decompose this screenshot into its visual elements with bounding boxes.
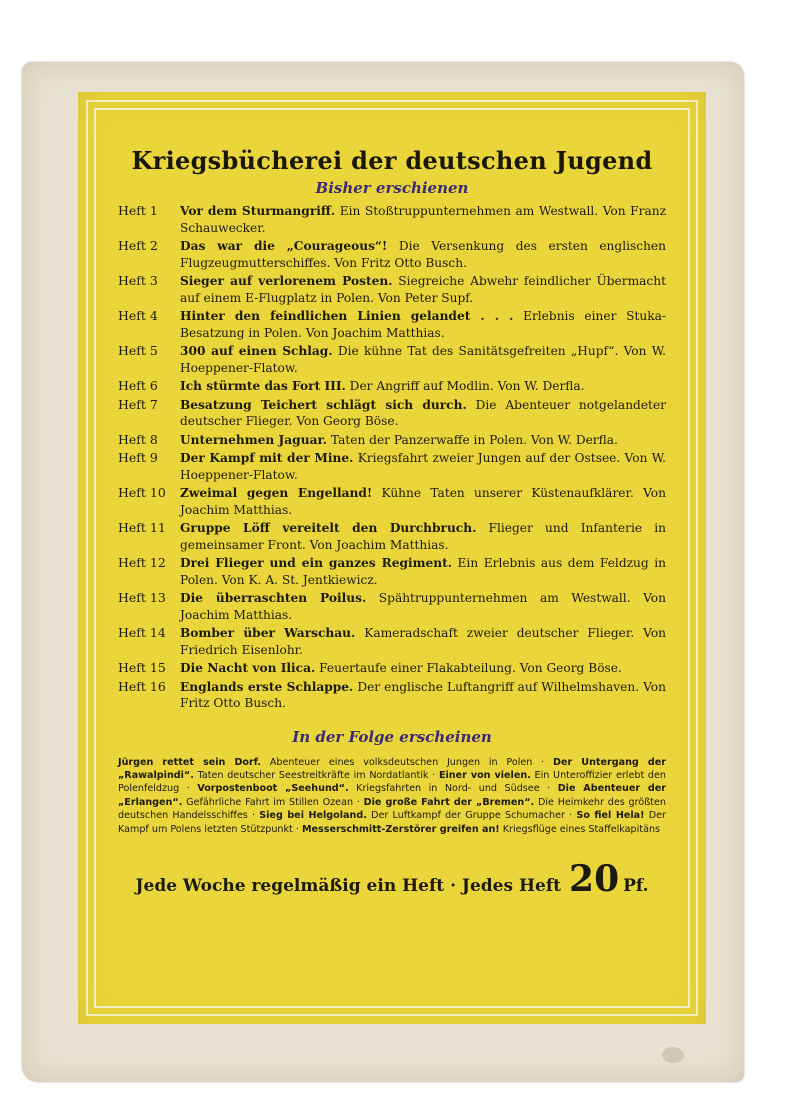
heft-title: Drei Flieger und ein ganzes Regiment. <box>180 556 452 570</box>
heft-text <box>180 308 666 341</box>
heft-text <box>180 273 666 306</box>
wear-mark <box>662 1047 684 1063</box>
upcoming-title: Vorpostenboot „Seehund“. <box>197 783 349 795</box>
upcoming-description: Der Kampf um Polens letzten Stützpunkt · <box>118 810 666 835</box>
heft-text <box>180 520 666 553</box>
upcoming-description: Abenteuer eines volksdeutschen Jungen in Polen · <box>261 756 554 768</box>
heft-description: Kriegsfahrt zweier Jungen auf der Ostsee. Von W. Hoeppener-Flatow. <box>180 451 666 482</box>
price-unit: Pf. <box>623 875 649 896</box>
heft-description: Taten der Panzerwaffe in Polen. Von W. Derfla. <box>327 432 618 447</box>
series-title: Kriegsbücherei der deutschen Jugend <box>131 146 653 175</box>
heft-entry <box>118 660 666 677</box>
upcoming-description: Taten deutscher Seestreitkräfte im Nordatlantik · <box>193 769 439 781</box>
footer-separator: · <box>450 875 456 896</box>
heft-entry <box>118 203 666 236</box>
heft-text <box>180 679 666 712</box>
heft-title: Die Nacht von Ilica. <box>180 661 316 675</box>
heft-number: Heft 1 <box>118 203 158 218</box>
price-value: 20 <box>569 857 620 900</box>
upcoming-title: Einer von vielen. <box>438 769 531 781</box>
heft-title: Die überraschten Poilus. <box>180 591 367 605</box>
upcoming-title: So fiel Hela! <box>576 810 645 822</box>
heft-text <box>180 397 666 430</box>
heft-number: Heft 10 <box>118 485 166 500</box>
heft-description: Feuertaufe einer Flakabteilung. Von Georg Böse. <box>315 661 622 675</box>
heft-title: 300 auf einen Schlag. <box>180 344 333 358</box>
heft-entry <box>118 432 666 449</box>
heft-entry <box>118 273 666 306</box>
heft-entry <box>118 378 666 395</box>
heft-number: Heft 14 <box>118 625 166 640</box>
heft-description: Siegreiche Abwehr feindlicher Übermacht auf einem E-Flugplatz in Polen. Von Peter Supf. <box>180 274 666 305</box>
heft-number: Heft 9 <box>118 450 158 465</box>
yellow-panel <box>78 92 706 1024</box>
heft-text <box>180 203 666 236</box>
heft-number: Heft 4 <box>118 308 158 323</box>
heft-title: Unternehmen Jaguar. <box>180 432 328 447</box>
price-label: Jedes Heft <box>461 875 562 896</box>
heft-number: Heft 7 <box>118 396 158 412</box>
heft-entry <box>118 397 666 430</box>
upcoming-heading: In der Folge erscheinen <box>292 727 492 746</box>
heft-description: Kühne Taten unserer Küstenaufklärer. Von Joachim Matthias. <box>180 486 666 517</box>
heft-text <box>180 450 666 483</box>
heft-description: Erlebnis einer Stuka-Besatzung in Polen. Von Joachim Matthias. <box>180 309 667 340</box>
panel-content <box>118 132 666 900</box>
heft-text <box>180 660 666 677</box>
heft-entry <box>118 520 666 553</box>
upcoming-title: Messerschmitt-Zerstörer greifen an! <box>301 823 500 835</box>
upcoming-description: Ein Unteroffizier erlebt den Polenfeldzug · <box>118 769 666 795</box>
heft-number: Heft 15 <box>118 660 166 675</box>
heft-title: Besatzung Teichert schlägt sich durch. <box>180 397 467 412</box>
heft-number: Heft 5 <box>118 343 158 358</box>
heft-entry <box>118 679 666 712</box>
heft-description: Die Abenteuer notgelandeter deutscher Flieger. Von Georg Böse. <box>180 397 666 428</box>
upcoming-title: Jürgen rettet sein Dorf. <box>118 756 262 768</box>
upcoming-description: Kriegsflüge eines Staffelkapitäns <box>499 823 661 835</box>
heft-description: Ein Stoßtruppunternehmen am Westwall. Von Franz Schauwecker. <box>180 204 667 235</box>
heft-entry <box>118 450 666 483</box>
heft-description: Die Versenkung des ersten englischen Flugzeugmutterschiffes. Von Fritz Otto Busch. <box>180 239 666 270</box>
heft-description: Spähtruppunternehmen am Westwall. Von Joachim Matthias. <box>180 591 666 622</box>
heft-entry <box>118 590 666 623</box>
heft-description: Ein Erlebnis aus dem Feldzug in Polen. Von K. A. St. Jentkiewicz. <box>180 556 666 587</box>
heft-description: Flieger und Infanterie in gemeinsamer Front. Von Joachim Matthias. <box>180 521 666 552</box>
upcoming-title: Die große Fahrt der „Bremen“. <box>363 796 535 808</box>
heft-title: Das war die „Courageous“! <box>180 239 388 253</box>
heft-number: Heft 6 <box>118 378 158 393</box>
upcoming-title: Sieg bei Helgoland. <box>259 810 367 822</box>
heft-title: Hinter den feindlichen Linien gelandet . . . <box>180 309 514 323</box>
heft-text <box>180 625 666 658</box>
heft-entry <box>118 625 666 658</box>
heft-text <box>180 238 666 271</box>
heft-title: Bomber über Warschau. <box>180 626 356 640</box>
heft-number: Heft 2 <box>118 238 158 253</box>
price-footer <box>118 858 666 900</box>
heft-list <box>118 203 666 712</box>
upcoming-description: Der Luftkampf der Gruppe Schumacher · <box>366 810 577 822</box>
heft-entry <box>118 308 666 341</box>
heft-text <box>180 343 666 376</box>
upcoming-description: Gefährliche Fahrt im Stillen Ozean · <box>182 796 364 808</box>
heft-description: Kameradschaft zweier deutscher Flieger. Von Friedrich Eisenlohr. <box>180 626 667 657</box>
heft-title: Zweimal gegen Engelland! <box>180 486 373 500</box>
weekly-note: Jede Woche regelmäßig ein Heft <box>135 875 445 896</box>
heft-entry <box>118 238 666 271</box>
heft-description: Der englische Luftangriff auf Wilhelmshaven. Von Fritz Otto Busch. <box>180 679 666 710</box>
heft-description: Die kühne Tat des Sanitätsgefreiten „Hupf“. Von W. Hoeppener-Flatow. <box>180 344 666 375</box>
heft-title: Sieger auf verlorenem Posten. <box>180 274 393 288</box>
heft-text <box>180 590 666 623</box>
upcoming-titles <box>118 756 666 836</box>
heft-text <box>180 555 666 588</box>
upcoming-description: Die Heimkehr des größten deutschen Handelsschiffes · <box>118 796 666 822</box>
heft-text <box>180 432 666 449</box>
heft-title: Gruppe Löff vereitelt den Durchbruch. <box>180 521 477 535</box>
heft-entry <box>118 485 666 518</box>
heft-title: Vor dem Sturmangriff. <box>180 204 336 218</box>
heft-entry <box>118 555 666 588</box>
heft-title: Englands erste Schlappe. <box>180 679 354 694</box>
heft-title: Der Kampf mit der Mine. <box>180 451 354 465</box>
published-heading: Bisher erschienen <box>315 179 469 197</box>
heft-entry <box>118 343 666 376</box>
heft-number: Heft 3 <box>118 273 158 288</box>
upcoming-description: Kriegsfahrten in Nord- und Südsee · <box>348 783 558 795</box>
upcoming-title: Die Abenteuer der „Erlangen“. <box>118 783 667 808</box>
heft-title: Ich stürmte das Fort III. <box>180 379 346 393</box>
heft-number: Heft 12 <box>118 555 166 570</box>
heft-text <box>180 485 666 518</box>
heft-number: Heft 16 <box>118 678 166 694</box>
heft-text <box>180 378 666 395</box>
upcoming-title: Der Untergang der „Rawalpindi“. <box>118 756 666 781</box>
heft-number: Heft 13 <box>118 590 166 605</box>
heft-number: Heft 8 <box>118 431 158 447</box>
heft-number: Heft 11 <box>118 520 166 535</box>
heft-description: Der Angriff auf Modlin. Von W. Derfla. <box>345 379 585 393</box>
